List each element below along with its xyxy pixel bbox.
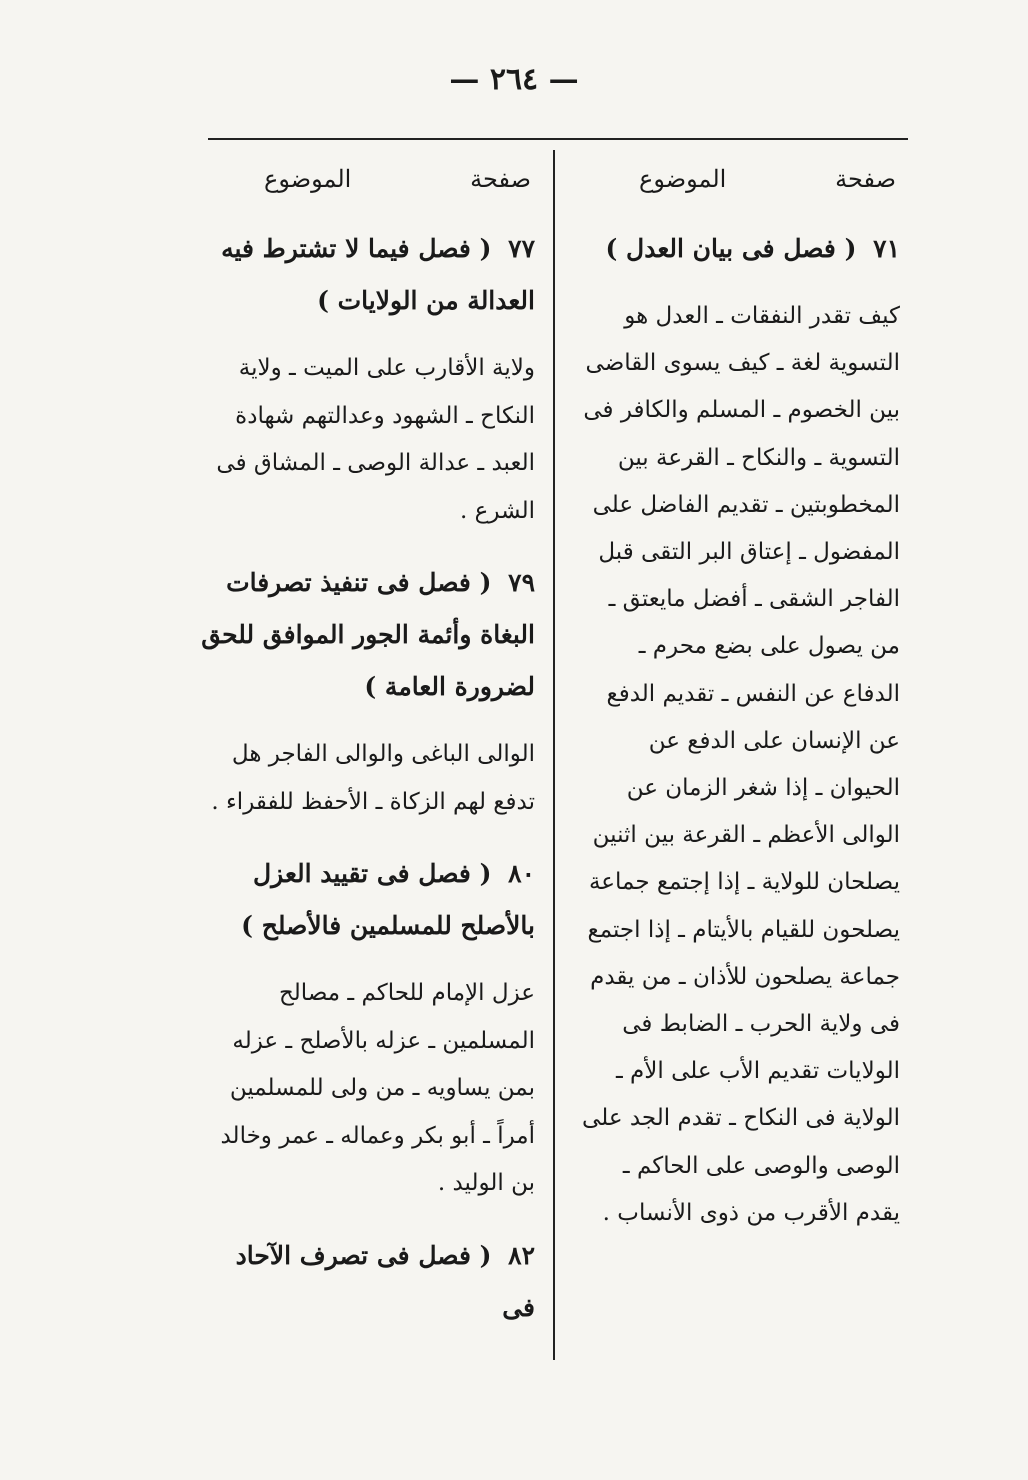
section-body: ولاية الأقارب على الميت ـ ولاية النكاح ـ الشهود وعدالتهم شهادة العبد ـ عدالة الوصى ـ المشاق فى الشرع . xyxy=(216,355,535,524)
topic-label: الموضوع xyxy=(639,165,727,193)
section xyxy=(200,223,535,535)
section-title xyxy=(575,223,900,275)
section-number: ٨٢ xyxy=(508,1240,535,1270)
section-title xyxy=(200,223,535,327)
section xyxy=(200,1230,535,1334)
section-title xyxy=(200,848,535,952)
page-label: صفحة xyxy=(835,165,896,193)
section-heading: ( فصل فى تصرف الآحاد فى xyxy=(235,1240,535,1322)
section-title xyxy=(200,557,535,713)
section-title xyxy=(200,1230,535,1334)
section-number: ٧٩ xyxy=(508,568,535,597)
right-column-header xyxy=(575,165,900,193)
right-column xyxy=(575,165,900,1259)
section-number: ٨٠ xyxy=(508,859,535,888)
column-divider xyxy=(553,150,555,1360)
section xyxy=(575,223,900,1237)
section-body: كيف تقدر النفقات ـ العدل هو التسوية لغة ـ كيف يسوى القاضى بين الخصوم ـ المسلم والكافر فى التسوية ـ والنكاح ـ القرعة بين المخطوبتين ـ تقديم الفاضل على المفضول ـ إعتاق البر التقى قبل الفاجر الشقى ـ أفضل مايعتق ـ من يصول على بضع محرم ـ الدفاع عن النفس ـ تقديم الدفع عن الإنسان على الدفع عن الحيوان ـ إذا شغر الزمان عن الوالى الأعظم ـ القرعة بين اثنين يصلحان للولاية ـ إذا إجتمع جماعة يصلحون للقيام بالأيتام ـ إذا اجتمع جماعة يصلحون للأذان ـ من يقدم فى ولاية الحرب ـ الضابط فى الولايات تقديم الأب على الأم ـ الولاية فى النكاح ـ تقدم الجد على الوصى والوصى على الحاكم ـ يقدم الأقرب من ذوى الأنساب . xyxy=(582,303,900,1226)
top-rule xyxy=(208,138,908,140)
section-body: عزل الإمام للحاكم ـ مصالح المسلمين ـ عزله بالأصلح ـ عزله بمن يساويه ـ من ولى للمسلمين أمراً ـ أبو بكر وعماله ـ عمر وخالد بن الوليد . xyxy=(220,980,535,1196)
left-column-header xyxy=(200,165,535,193)
section-heading: ( فصل فى تقييد العزل بالأصلح للمسلمين فالأصلح ) xyxy=(241,859,535,940)
section-heading: ( فصل فى بيان العدل ) xyxy=(605,234,857,263)
section-body: الوالى الباغى والوالى الفاجر هل تدفع لهم الزكاة ـ الأحفظ للفقراء . xyxy=(211,741,535,815)
left-column xyxy=(200,165,535,1352)
page-label: صفحة xyxy=(470,165,531,193)
section-heading: ( فصل فى تنفيذ تصرفات البغاة وأئمة الجور الموافق للحق لضرورة العامة ) xyxy=(201,568,535,701)
section-heading: ( فصل فيما لا تشترط فيه العدالة من الولايات ) xyxy=(221,234,535,315)
section xyxy=(200,557,535,826)
section-number: ٧٧ xyxy=(508,234,535,263)
section xyxy=(200,848,535,1208)
section-number: ٧١ xyxy=(873,234,900,263)
page-number: — ٢٦٤ — xyxy=(449,62,579,97)
topic-label: الموضوع xyxy=(264,165,352,193)
